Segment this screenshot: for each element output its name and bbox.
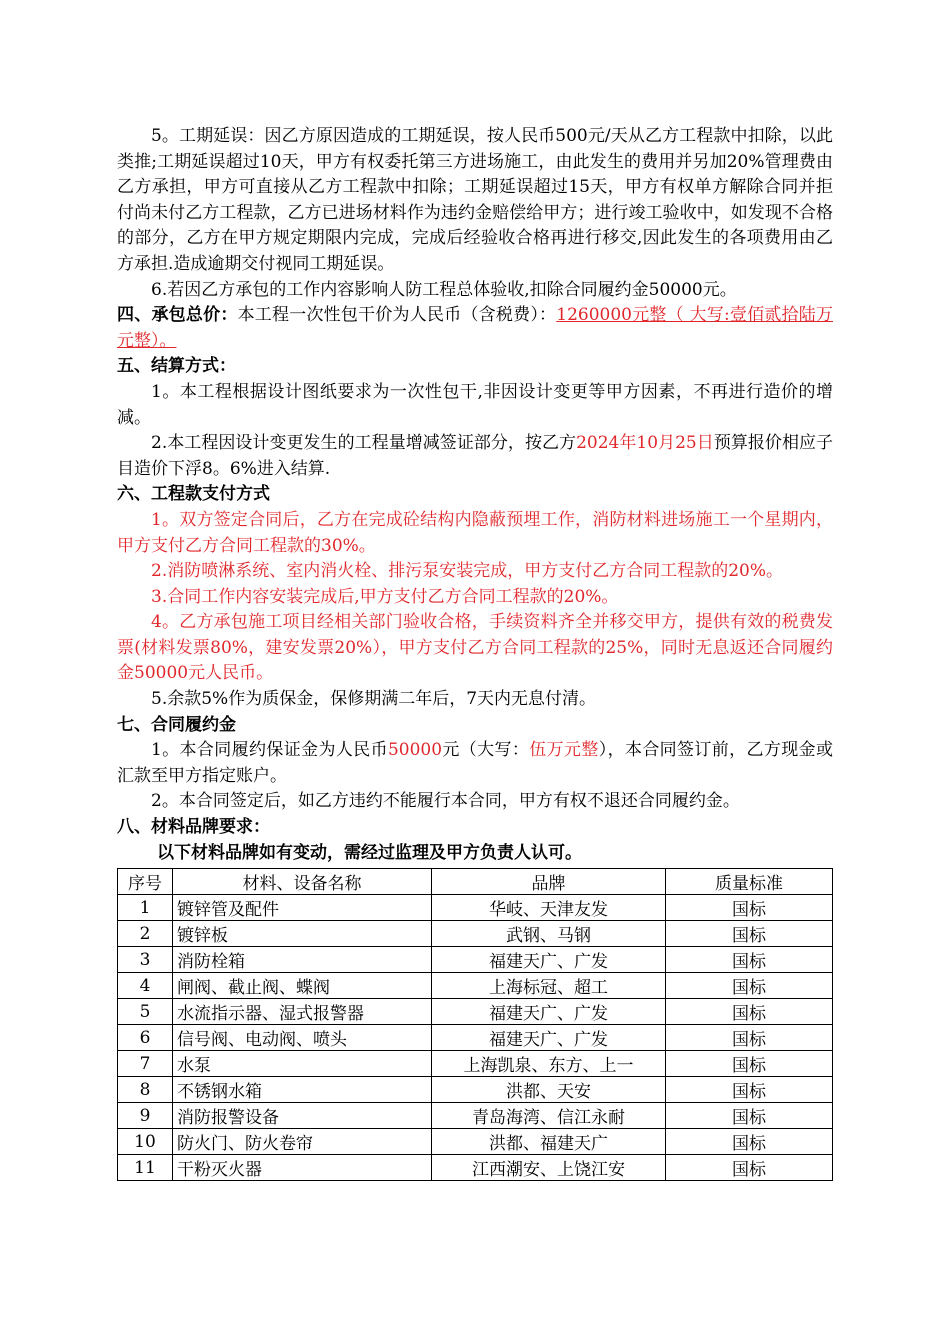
cell-name: 镀锌管及配件 xyxy=(173,895,432,921)
cell-no: 1 xyxy=(118,895,173,921)
clause-6-civil-defense: 6.若因乙方承包的工作内容影响人防工程总体验收,扣除合同履约金50000元。 xyxy=(151,279,737,300)
cell-no: 3 xyxy=(118,947,173,973)
col-header-brand: 品牌 xyxy=(432,869,666,895)
cell-standard: 国标 xyxy=(666,999,833,1025)
cell-standard: 国标 xyxy=(666,1025,833,1051)
cell-standard: 国标 xyxy=(666,1103,833,1129)
cell-brand: 武钢、马钢 xyxy=(432,921,666,947)
cell-no: 4 xyxy=(118,973,173,999)
cell-brand: 华岐、天津友发 xyxy=(432,895,666,921)
section-4-text: 本工程一次性包干价为人民币（含税费）： xyxy=(237,305,557,326)
table-row xyxy=(118,999,833,1025)
section-4 xyxy=(117,303,833,354)
table-row xyxy=(118,1155,833,1181)
cell-name: 消防报警设备 xyxy=(173,1103,432,1129)
settlement-p2-b: 预算报价相应子目造价下浮8。6%进入结算. xyxy=(117,433,834,479)
col-header-standard: 质量标准 xyxy=(666,869,833,895)
table-row xyxy=(118,947,833,973)
payment-p4: 4。乙方承包施工项目经相关部门验收合格，手续资料齐全并移交甲方，提供有效的税费发票(材料发票80%，建安发票20%），甲方支付乙方合同工程款的25%，同时无息返还合同履约金50000元人民币。 xyxy=(117,612,833,684)
cell-standard: 国标 xyxy=(666,1077,833,1103)
cell-standard: 国标 xyxy=(666,973,833,999)
cell-standard: 国标 xyxy=(666,895,833,921)
settlement-p2-a: 2.本工程因设计变更发生的工程量增减签证部分，按乙方 xyxy=(151,433,577,454)
budget-date: 2024年10月25日 xyxy=(576,433,714,454)
contract-amount: 1260000元整（ 大写:壹佰贰拾陆万元整） xyxy=(117,305,834,351)
cell-name: 水流指示器、湿式报警器 xyxy=(173,999,432,1025)
cell-brand: 江西潮安、上饶江安 xyxy=(432,1155,666,1181)
cell-no: 11 xyxy=(118,1155,173,1181)
cell-brand: 上海凯泉、东方、上一 xyxy=(432,1051,666,1077)
cell-standard: 国标 xyxy=(666,1155,833,1181)
settlement-p2 xyxy=(117,431,833,482)
table-row xyxy=(118,1077,833,1103)
cell-name: 干粉灭火器 xyxy=(173,1155,432,1181)
section-4-heading: 四、承包总价： xyxy=(117,305,238,326)
bond-p1-a: 1。本合同履约保证金为人民币 xyxy=(151,740,388,761)
cell-name: 闸阀、截止阀、蝶阀 xyxy=(173,973,432,999)
table-row xyxy=(118,1103,833,1129)
table-row xyxy=(118,1025,833,1051)
payment-p2: 2.消防喷淋系统、室内消火栓、排污泵安装完成，甲方支付乙方合同工程款的20%。 xyxy=(151,561,784,582)
section-5-heading: 五、结算方式： xyxy=(117,356,236,377)
cell-no: 8 xyxy=(118,1077,173,1103)
cell-brand: 洪都、福建天广 xyxy=(432,1129,666,1155)
cell-brand: 福建天广、广发 xyxy=(432,1025,666,1051)
cell-brand: 福建天广、广发 xyxy=(432,947,666,973)
cell-name: 防火门、防火卷帘 xyxy=(173,1129,432,1155)
cell-brand: 福建天广、广发 xyxy=(432,999,666,1025)
brand-note: 以下材料品牌如有变动，需经过监理及甲方负责人认可。 xyxy=(157,842,582,863)
cell-brand: 青岛海湾、信江永耐 xyxy=(432,1103,666,1129)
table-row xyxy=(118,973,833,999)
table-header-row xyxy=(118,869,833,895)
payment-p3: 3.合同工作内容安装完成后,甲方支付乙方合同工程款的20%。 xyxy=(151,586,619,607)
material-brand-table xyxy=(117,868,833,1181)
section-6-heading: 六、工程款支付方式 xyxy=(117,484,270,505)
cell-no: 7 xyxy=(118,1051,173,1077)
bond-p1-c: ），本合同签订前，乙方现金或汇款至甲方指定账户。 xyxy=(117,740,833,786)
payment-p5: 5.余款5%作为质保金，保修期满二年后，7天内无息付清。 xyxy=(151,689,597,710)
document-page xyxy=(117,124,833,1181)
cell-standard: 国标 xyxy=(666,921,833,947)
table-row xyxy=(118,1129,833,1155)
table-row xyxy=(118,895,833,921)
cell-standard: 国标 xyxy=(666,1051,833,1077)
bond-p1-b: 元（大写： xyxy=(442,740,530,761)
cell-no: 9 xyxy=(118,1103,173,1129)
cell-name: 水泵 xyxy=(173,1051,432,1077)
col-header-no: 序号 xyxy=(118,869,173,895)
cell-no: 2 xyxy=(118,921,173,947)
section-4-end: 。 xyxy=(159,330,177,351)
table-row xyxy=(118,1051,833,1077)
section-7-heading: 七、合同履约金 xyxy=(117,714,236,735)
col-header-name: 材料、设备名称 xyxy=(173,869,432,895)
cell-no: 5 xyxy=(118,999,173,1025)
clause-5-delay: 5。工期延误：因乙方原因造成的工期延误，按人民币500元/天从乙方工程款中扣除，以此类推;工期延误超过10天，甲方有权委托第三方进场施工，由此发生的费用并另加20%管理费由乙方承担，甲方可直接从乙方工程款中扣除；工期延误超过15天，甲方有权单方解除合同并拒付尚未付乙方工程款，乙方已进场材料作为违约金赔偿给甲方；进行竣工验收中，如发现不合格的部分，乙方在甲方规定期限内完成，完成后经验收合格再进行移交,因此发生的各项费用由乙方承担.造成逾期交付视同工期延误。 xyxy=(117,126,833,274)
cell-standard: 国标 xyxy=(666,1129,833,1155)
bond-p1 xyxy=(117,738,833,789)
cell-name: 镀锌板 xyxy=(173,921,432,947)
bond-amount-upper: 伍万元整 xyxy=(529,740,599,761)
section-8-heading: 八、材料品牌要求： xyxy=(117,817,270,838)
cell-name: 消防栓箱 xyxy=(173,947,432,973)
cell-standard: 国标 xyxy=(666,947,833,973)
cell-no: 6 xyxy=(118,1025,173,1051)
bond-amount: 50000 xyxy=(387,740,443,761)
payment-p1: 1。双方签定合同后，乙方在完成砼结构内隐蔽预埋工作，消防材料进场施工一个星期内，甲方支付乙方合同工程款的30%。 xyxy=(117,509,833,556)
cell-no: 10 xyxy=(118,1129,173,1155)
table-row xyxy=(118,921,833,947)
cell-name: 不锈钢水箱 xyxy=(173,1077,432,1103)
cell-brand: 上海标冠、超工 xyxy=(432,973,666,999)
bond-p2: 2。本合同签定后，如乙方违约不能履行本合同，甲方有权不退还合同履约金。 xyxy=(151,791,740,812)
cell-name: 信号阀、电动阀、喷头 xyxy=(173,1025,432,1051)
settlement-p1: 1。本工程根据设计图纸要求为一次性包干,非因设计变更等甲方因素，不再进行造价的增减。 xyxy=(117,381,833,428)
cell-brand: 洪都、天安 xyxy=(432,1077,666,1103)
